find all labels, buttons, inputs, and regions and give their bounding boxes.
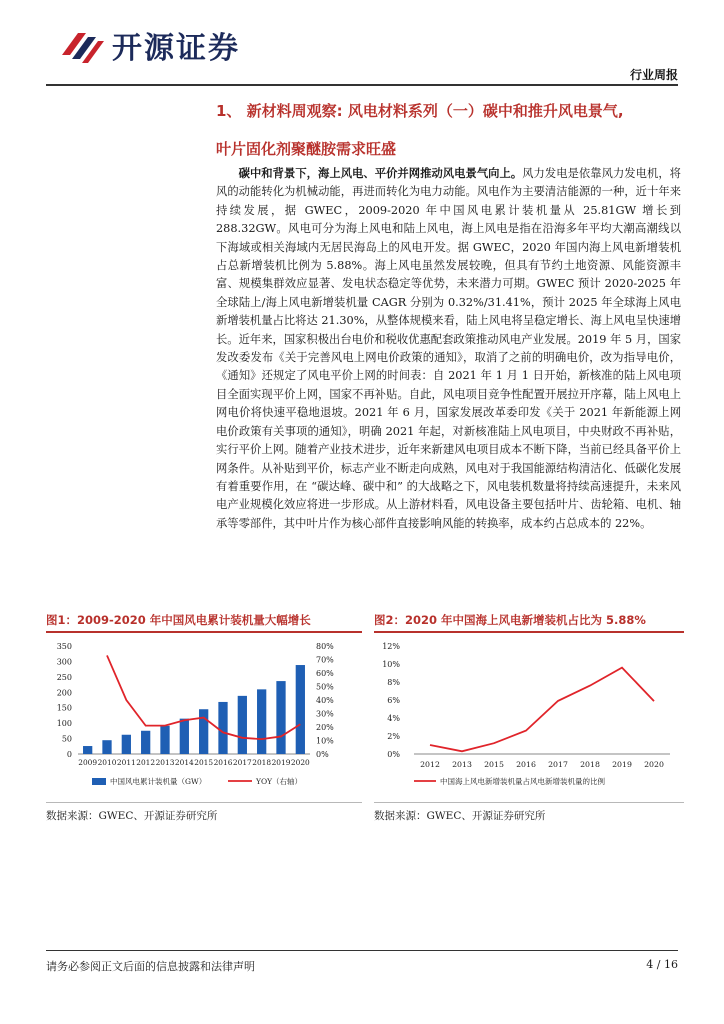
x-tick-label: 2017 xyxy=(548,760,568,769)
y-tick-label: 10% xyxy=(382,660,400,669)
x-tick-label: 2010 xyxy=(97,758,117,767)
y-right-tick-label: 10% xyxy=(316,736,334,746)
legend-label-capacity: 中国风电累计装机量（GW） xyxy=(110,777,207,786)
legend-swatch-capacity xyxy=(92,778,106,785)
figure1-source: 数据来源：GWEC、开源证券研究所 xyxy=(46,810,218,822)
footer-divider xyxy=(46,950,678,951)
bar-capacity xyxy=(122,735,131,754)
paragraph-text: 风力发电是依靠风力发电机，将风的动能转化为机械动能，再进而转化为电力动能。风电作为主要清洁能源的一种，近十年来持续发展，据 GWEC，2009-2020 年中国风电累计装机量从 25.81GW 增长到 288.32GW。风电可分为海上风电和陆上风电，海上风电是指在沿海多年平均大潮高潮线以下海域或相关海域内无居民海岛上的风电开发。据 GWEC，2020 年国内海上风电新增装机占总新增装机比例为 5.88%。海上风电虽然发展较晚，但具有节约土地资源、风能资源丰富、规模集群效应显著、发电状态稳定等优势，未来潜力可期。GWEC 预计 2020-2025 年全球陆上/海上风电新增装机量 CAGR 分别为 0.32%/31.41%，预计 2025 年全球海上风电新增装机量占比将达 21.30%，从整体规模来看，陆上风电将呈稳定增长、海上风电呈快速增长。近年来，国家积极出台电价和税收优惠配套政策推动风电产业发展。2019 年 5 月，国家发改委发布《关于完善风电上网电价政策的通知》，取消了之前的明确电价，改为指导电价，《通知》还规定了风电平价上网的时间表：自 2021 年 1 月 1 日开始，新核准的陆上风电项目全面实现平价上网，国家不再补贴。自此，风电项目竞争性配置开展拉开序幕，陆上风电上网电价将快速平稳地退坡。2021 年 6 月，国家发展改革委印发《关于 2021 年新能源上网电价政策有关事项的通知》，明确 2021 年起，对新核准陆上风电项目，中央财政不再补贴，实行平价上网。随着产业技术进步，近年来新建风电项目成本不断下降，当前已经具备平价上网条件。从补贴到平价，标志产业不断走向成熟，风电对于我国能源结构清洁化、低碳化发展有着重要作用，在 “碳达峰、碳中和” 的大战略之下，风电装机数量将持续高速提升，未来风电产业规模化效应将进一步形成。从上游材料看，风电设备主要包括叶片、齿轮箱、电机、轴承等零部件，其中叶片作为核心部件直接影响风能的转换率，成本约占总成本的 22%。 xyxy=(216,167,681,530)
bar-capacity xyxy=(238,696,247,754)
y-right-tick-label: 80% xyxy=(316,642,334,651)
y-right-tick-label: 50% xyxy=(316,682,334,692)
y-tick-label: 4% xyxy=(387,714,400,723)
x-tick-label: 2019 xyxy=(612,760,632,769)
x-tick-label: 2013 xyxy=(452,760,472,769)
section-title-line2: 叶片固化剂聚醚胺需求旺盛 xyxy=(216,140,397,158)
x-tick-label: 2018 xyxy=(580,760,600,769)
bar-capacity xyxy=(160,726,169,754)
y-left-tick-label: 50 xyxy=(61,734,72,744)
report-type-label: 行业周报 xyxy=(629,68,678,82)
x-tick-label: 2013 xyxy=(155,758,175,767)
y-right-tick-label: 40% xyxy=(316,696,334,705)
y-right-tick-label: 30% xyxy=(316,709,334,719)
y-tick-label: 0% xyxy=(387,750,400,759)
x-tick-label: 2009 xyxy=(78,758,98,767)
bar-capacity xyxy=(180,719,189,754)
x-tick-label: 2020 xyxy=(290,758,310,767)
legend-label-yoy: YOY（右轴） xyxy=(256,777,303,786)
lead-sentence: 碳中和背景下，海上风电、平价并网推动风电景气向上。 xyxy=(238,166,523,180)
x-tick-label: 2012 xyxy=(420,760,440,769)
y-left-tick-label: 300 xyxy=(56,657,72,667)
x-tick-label: 2017 xyxy=(232,758,252,767)
y-right-tick-label: 20% xyxy=(316,723,334,732)
figure2-title: 图2：2020 年中国海上风电新增装机占比为 5.88% xyxy=(374,612,684,633)
bar-capacity xyxy=(276,681,285,754)
page-number: 4 / 16 xyxy=(646,958,678,971)
x-tick-label: 2016 xyxy=(213,758,233,767)
x-tick-label: 2015 xyxy=(194,758,214,767)
x-tick-label: 2018 xyxy=(252,758,272,767)
figure1-title: 图1：2009-2020 年中国风电累计装机量大幅增长 xyxy=(46,612,362,633)
x-tick-label: 2012 xyxy=(136,758,156,767)
y-right-tick-label: 60% xyxy=(316,669,334,678)
y-tick-label: 12% xyxy=(382,642,400,651)
bar-capacity xyxy=(257,689,266,754)
chart-cumulative-capacity xyxy=(46,632,362,798)
figure1-source-divider xyxy=(46,802,362,803)
chart-offshore-share xyxy=(374,632,684,798)
x-tick-label: 2020 xyxy=(644,760,664,769)
figure2-source-divider xyxy=(374,802,684,803)
logo-text: 开源证券 xyxy=(112,31,240,66)
footer-disclaimer: 请务必参阅正文后面的信息披露和法律声明 xyxy=(46,960,255,973)
y-left-tick-label: 200 xyxy=(56,688,72,698)
figure2-source: 数据来源：GWEC、开源证券研究所 xyxy=(374,810,546,822)
x-tick-label: 2016 xyxy=(516,760,536,769)
y-right-tick-label: 0% xyxy=(316,750,329,759)
y-left-tick-label: 0 xyxy=(66,750,72,759)
y-left-tick-label: 350 xyxy=(56,642,72,651)
x-tick-label: 2014 xyxy=(174,758,194,767)
y-right-tick-label: 70% xyxy=(316,655,334,665)
bar-capacity xyxy=(141,731,150,754)
section-title-line1: 1、 新材料周观察: 风电材料系列（一）碳中和推升风电景气, xyxy=(216,102,624,120)
y-tick-label: 8% xyxy=(387,678,400,687)
x-tick-label: 2015 xyxy=(484,760,504,769)
header-divider xyxy=(46,84,678,86)
body-paragraph xyxy=(216,164,681,533)
bar-capacity xyxy=(218,702,227,754)
bar-capacity xyxy=(102,740,111,754)
bar-capacity xyxy=(83,746,92,754)
y-tick-label: 2% xyxy=(387,732,400,741)
bar-capacity xyxy=(199,709,208,754)
x-tick-label: 2011 xyxy=(116,758,136,767)
logo-mark-icon xyxy=(58,23,106,67)
y-left-tick-label: 250 xyxy=(56,672,72,682)
bar-capacity xyxy=(296,665,305,754)
company-logo xyxy=(58,20,240,70)
x-tick-label: 2019 xyxy=(271,758,291,767)
y-left-tick-label: 100 xyxy=(56,719,72,729)
legend-label-offshore: 中国海上风电新增装机量占风电新增装机量的比例 xyxy=(440,777,605,786)
y-left-tick-label: 150 xyxy=(56,703,72,713)
line-offshore-share xyxy=(430,668,654,752)
y-tick-label: 6% xyxy=(387,696,400,705)
